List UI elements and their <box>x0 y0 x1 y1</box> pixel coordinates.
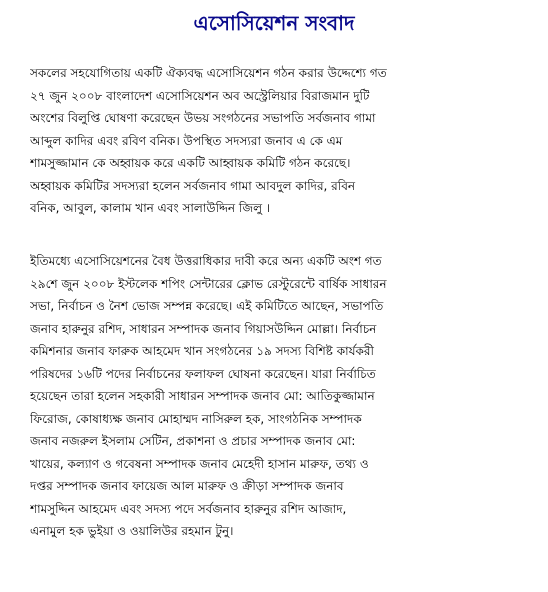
text-line: দপ্তর সম্পাদক জনাব ফায়েজ আল মারুফ ও ক্রীড়া সম্পাদক জনাব <box>30 479 344 493</box>
text-line: বনিক, আবুল, কালাম খান এবং সালাউদ্দিন জিলু । <box>30 201 271 215</box>
text-line: ২৯শে জুন ২০০৮ ইস্টলেক শপিং সেন্টারের ক্লোভ রেস্টুরেন্টে বার্ষিক সাধারন <box>30 276 387 291</box>
text-line: শামসুজ্জামান কে অহ্বায়ক করে একটি আহ্বায়ক কমিটি গঠন করেছে। <box>30 156 351 170</box>
text-line: খায়ের, কল্যাণ ও গবেষনা সম্পাদক জনাব মেহেদী হাসান মারুফ, তথ্য ও <box>30 456 369 471</box>
text-line: পরিষদের ১৬টি পদের নির্বাচনের ফলাফল ঘোষনা করেছেন। যারা নির্বাচিত <box>30 366 376 381</box>
text-line: হয়েছেন তারা হলেন সহকারী সাধারন সম্পাদক জনাব মো: আতিকুজ্জামান <box>30 389 375 403</box>
page-title: এসোসিয়েশন সংবাদ <box>193 11 355 35</box>
text-line: এনামুল হক ভুইয়া ও ওয়ালিউর রহমান টুনু। <box>30 524 234 538</box>
text-line: ফিরোজ, কোষাধ্যক্ষ জনাব মোহাম্মদ নাসিরুল হক, সাংগঠনিক সম্পাদক <box>30 411 362 426</box>
text-line: অহ্বায়ক কমিটির সদস্যরা হলেন সর্বজনাব গামা আবদুল কাদির, রবিন <box>30 178 356 193</box>
text-line: জনাব হারুনুর রশিদ, সাধারন সম্পাদক জনাব গিয়াসউদ্দিন মোল্লা। নির্বাচন <box>30 321 377 336</box>
text-line: শামসুদ্দিন আহমেদ এবং সদস্য পদে সর্বজনাব হারুনুর রশিদ আজাদ, <box>30 501 347 516</box>
paragraph-association-formation <box>30 62 522 220</box>
paragraph-election-results <box>30 250 522 543</box>
text-line: আব্দুল কাদির এবং রবিণ বনিক। উপস্থিত সদস্যরা জনাব এ কে এম <box>30 133 343 148</box>
text-line: সকলের সহযোগিতায় একটি ঐক্যবদ্ধ এসোসিয়েশন গঠন করার উদ্দেশ্যে গত <box>30 66 387 80</box>
text-line: কমিশনার জনাব ফারুক আহমেদ খান সংগঠনের ১৯ সদস্য বিশিষ্ট কার্যকরী <box>30 344 374 358</box>
text-line: ইতিমধ্যে এসোসিয়েশনের বৈধ উত্তরাধিকার দাবী করে অন্য একটি অংশ গত <box>30 254 382 268</box>
text-line: জনাব নজরুল ইসলাম সেটিন, প্রকাশনা ও প্রচার সম্পাদক জনাব মো: <box>30 434 356 448</box>
text-line: সভা, নির্বাচন ও নৈশ ভোজ সম্পন্ন করেছে। এই কমিটিতে আছেন, সভাপতি <box>30 299 384 313</box>
text-line: ২৭ জুন ২০০৮ বাংলাদেশ এসোসিয়েশন অব অস্ট্রেলিয়ার বিরাজমান দুটি <box>30 88 370 103</box>
text-line: অংশের বিলুপ্তি ঘোষণা করেছেন উভয় সংগঠনের সভাপতি সর্বজনাব গামা <box>30 111 376 125</box>
